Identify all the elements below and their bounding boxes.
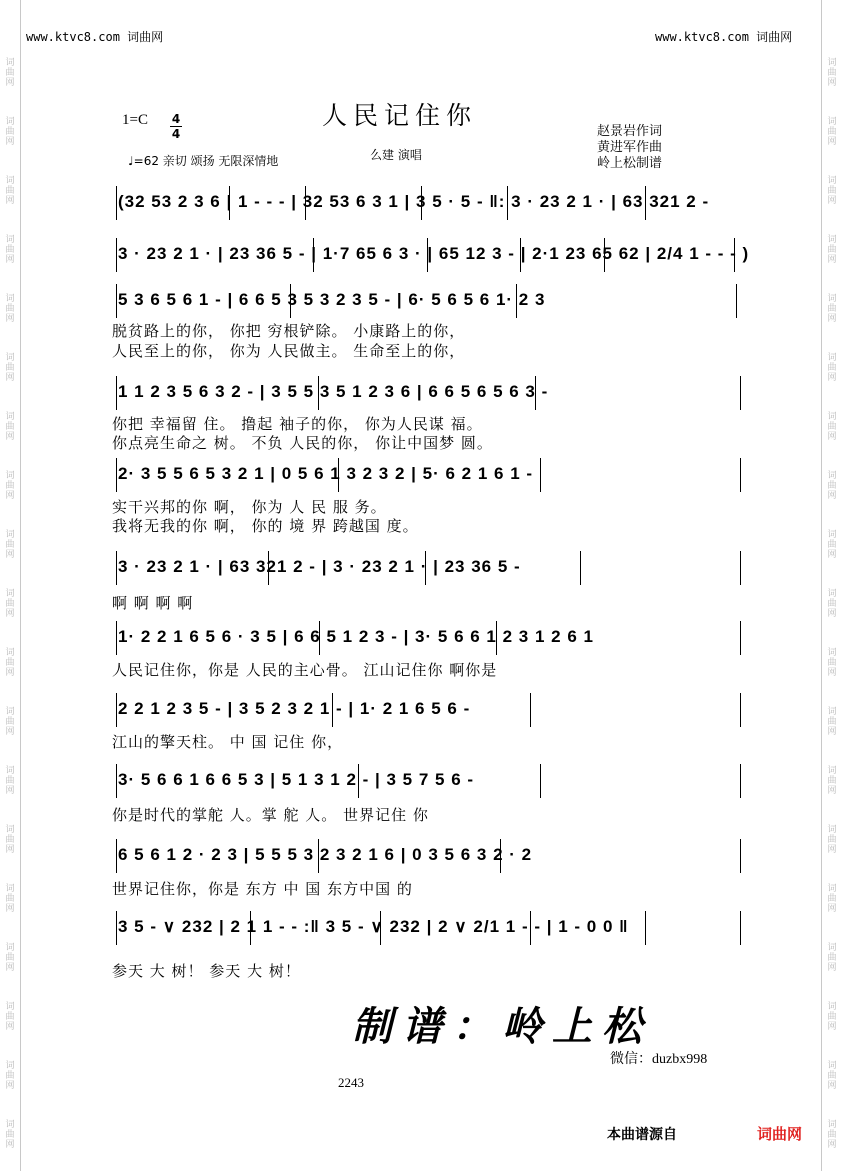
score-notes-line: 2· 3 5 5 6 5 3 2 1 | 0 5 6 1 3 2 3 2 | 5· 6 2 1 6 1 - bbox=[118, 464, 534, 483]
side-watermark: 词 曲 网 bbox=[5, 530, 15, 560]
site-header-left[interactable]: www.ktvc8.com 词曲网 bbox=[26, 30, 164, 44]
site-header-right[interactable]: www.ktvc8.com 词曲网 bbox=[655, 30, 793, 44]
side-watermark: 词 曲 网 bbox=[5, 589, 15, 619]
side-watermark: 词 曲 网 bbox=[5, 1002, 15, 1032]
lyric-line: 世界记住你，你是 东方 中 国 东方中国 的 bbox=[112, 880, 413, 898]
side-watermark: 词 曲 网 bbox=[827, 1061, 837, 1091]
bar-line bbox=[645, 911, 646, 945]
arranger-credit: 岭上松制谱 bbox=[597, 156, 663, 171]
key-signature: 1=C bbox=[122, 112, 148, 128]
side-watermark: 词 曲 网 bbox=[827, 648, 837, 678]
bar-line bbox=[229, 186, 230, 220]
side-watermark: 词 曲 网 bbox=[5, 825, 15, 855]
score-notes-line: 5 3 6 5 6 1 - | 6 6 5 3 5 3 2 3 5 - | 6· 5 6 5 6 1· 2 3 bbox=[118, 290, 546, 309]
bar-line bbox=[116, 186, 117, 220]
side-watermark: 词 曲 网 bbox=[5, 58, 15, 88]
side-watermark: 词 曲 网 bbox=[5, 294, 15, 324]
side-watermark: 词 曲 网 bbox=[827, 1002, 837, 1032]
lyric-line: 脱贫路上的你， 你把 穷根铲除。 小康路上的你， bbox=[112, 322, 466, 340]
side-watermark: 词 曲 网 bbox=[827, 176, 837, 206]
bar-line bbox=[530, 911, 531, 945]
right-margin-strip bbox=[821, 0, 842, 1171]
bar-line bbox=[740, 693, 741, 727]
side-watermark: 词 曲 网 bbox=[827, 58, 837, 88]
bar-line bbox=[740, 376, 741, 410]
side-watermark: 词 曲 网 bbox=[5, 766, 15, 796]
bar-line bbox=[507, 186, 508, 220]
bar-line bbox=[116, 764, 117, 798]
bar-line bbox=[540, 764, 541, 798]
bar-line bbox=[740, 764, 741, 798]
bar-line bbox=[116, 284, 117, 318]
bar-line bbox=[250, 911, 251, 945]
lyric-line: 我将无我的你 啊， 你的 境 界 跨越国 度。 bbox=[112, 517, 419, 535]
time-signature bbox=[170, 113, 182, 140]
bar-line bbox=[116, 693, 117, 727]
bar-line bbox=[645, 186, 646, 220]
bar-line bbox=[740, 839, 741, 873]
signature-handwriting: 制谱：岭上松 bbox=[352, 1003, 652, 1050]
bar-line bbox=[116, 911, 117, 945]
bar-line bbox=[740, 551, 741, 585]
composer-credit: 黄进军作曲 bbox=[597, 140, 663, 155]
side-watermark: 词 曲 网 bbox=[827, 1120, 837, 1150]
bar-line bbox=[116, 551, 117, 585]
bar-line bbox=[318, 839, 319, 873]
bar-line bbox=[496, 621, 497, 655]
score-notes-line: 3· 5 6 6 1 6 6 5 3 | 5 1 3 1 2 - | 3 5 7 5 6 - bbox=[118, 770, 475, 789]
side-watermark: 词 曲 网 bbox=[5, 648, 15, 678]
side-watermark: 词 曲 网 bbox=[5, 176, 15, 206]
time-signature-top: 4 bbox=[171, 112, 181, 126]
side-watermark: 词 曲 网 bbox=[827, 412, 837, 442]
side-watermark: 词 曲 网 bbox=[5, 943, 15, 973]
bar-line bbox=[421, 186, 422, 220]
lyric-line: 人民记住你，你是 人民的主心骨。 江山记住你 啊你是 bbox=[112, 661, 498, 679]
bar-line bbox=[116, 621, 117, 655]
side-watermark: 词 曲 网 bbox=[827, 353, 837, 383]
bar-line bbox=[427, 238, 428, 272]
bar-line bbox=[268, 551, 269, 585]
bar-line bbox=[734, 238, 735, 272]
side-watermark: 词 曲 网 bbox=[5, 117, 15, 147]
tempo-marking: ♩=62 亲切 颂扬 无限深情地 bbox=[128, 154, 279, 168]
side-watermark: 词 曲 网 bbox=[5, 471, 15, 501]
side-watermark: 词 曲 网 bbox=[827, 235, 837, 265]
score-notes-line: 2 2 1 2 3 5 - | 3 5 2 3 2 1 - | 1· 2 1 6 5 6 - bbox=[118, 699, 471, 718]
side-watermark: 词 曲 网 bbox=[827, 825, 837, 855]
bar-line bbox=[740, 458, 741, 492]
side-watermark: 词 曲 网 bbox=[5, 235, 15, 265]
bar-line bbox=[530, 693, 531, 727]
bar-line bbox=[116, 376, 117, 410]
page-number: 2243 bbox=[338, 1075, 364, 1090]
bar-line bbox=[338, 458, 339, 492]
bar-line bbox=[540, 458, 541, 492]
side-watermark: 词 曲 网 bbox=[5, 707, 15, 737]
bar-line bbox=[116, 458, 117, 492]
source-label: 本曲谱源自 bbox=[607, 1127, 677, 1143]
side-watermark: 词 曲 网 bbox=[827, 117, 837, 147]
side-watermark: 词 曲 网 bbox=[827, 294, 837, 324]
bar-line bbox=[358, 764, 359, 798]
side-watermark: 词 曲 网 bbox=[5, 1061, 15, 1091]
lyric-line: 江山的擎天柱。 中 国 记住 你， bbox=[112, 733, 344, 751]
bar-line bbox=[535, 376, 536, 410]
score-notes-line: 3 · 23 2 1 · | 23 36 5 - | 1·7 65 6 3 · | 65 12 3 - | 2·1 23 65 62 | 2/4 1 - - - ) bbox=[118, 244, 750, 263]
score-notes-line: 1· 2 2 1 6 5 6 · 3 5 | 6 6 5 1 2 3 - | 3· 5 6 6 1 2 3 1 2 6 1 bbox=[118, 627, 594, 646]
lyric-line: 人民至上的你， 你为 人民做主。 生命至上的你， bbox=[112, 342, 466, 360]
side-watermark: 词 曲 网 bbox=[827, 943, 837, 973]
side-watermark: 词 曲 网 bbox=[5, 353, 15, 383]
score-notes-line: (32 53 2 3 6 | 1 - - - | 32 53 6 3 1 | 3 5 · 5 - ‖: 3 · 23 2 1 · | 63 321 2 - bbox=[118, 192, 710, 211]
lyric-line: 你点亮生命之 树。 不负 人民的你， 你让中国梦 圆。 bbox=[112, 434, 493, 452]
bar-line bbox=[332, 693, 333, 727]
singer-credit: 么建 演唱 bbox=[370, 148, 422, 162]
bar-line bbox=[740, 911, 741, 945]
bar-line bbox=[305, 186, 306, 220]
bar-line bbox=[604, 238, 605, 272]
bar-line bbox=[380, 911, 381, 945]
bar-line bbox=[520, 238, 521, 272]
wechat-contact: 微信：duzbx998 bbox=[610, 1052, 708, 1067]
lyricist-credit: 赵景岩作词 bbox=[597, 124, 663, 139]
side-watermark: 词 曲 网 bbox=[5, 1120, 15, 1150]
score-notes-line: 6 5 6 1 2 · 2 3 | 5 5 5 3 2 3 2 1 6 | 0 3 5 6 3 2 · 2 bbox=[118, 845, 533, 864]
side-watermark: 词 曲 网 bbox=[827, 766, 837, 796]
bar-line bbox=[740, 621, 741, 655]
side-watermark: 词 曲 网 bbox=[5, 884, 15, 914]
bar-line bbox=[500, 839, 501, 873]
side-watermark: 词 曲 网 bbox=[5, 412, 15, 442]
side-watermark: 词 曲 网 bbox=[827, 471, 837, 501]
left-margin-strip bbox=[0, 0, 21, 1171]
lyric-line: 啊 啊 啊 啊 bbox=[112, 594, 194, 612]
bar-line bbox=[516, 284, 517, 318]
side-watermark: 词 曲 网 bbox=[827, 530, 837, 560]
lyric-line: 实干兴邦的你 啊， 你为 人 民 服 务。 bbox=[112, 498, 387, 516]
score-notes-line: 3 5 - ∨ 232 | 2 1 1 - - :‖ 3 5 - ∨ 232 | 2 ∨ 2/1 1 - - | 1 - 0 0 ‖ bbox=[118, 917, 629, 936]
side-watermark: 词 曲 网 bbox=[827, 589, 837, 619]
score-notes-line: 3 · 23 2 1 · | 63 321 2 - | 3 · 23 2 1 · | 23 36 5 - bbox=[118, 557, 521, 576]
bar-line bbox=[318, 376, 319, 410]
bar-line bbox=[290, 284, 291, 318]
bar-line bbox=[313, 238, 314, 272]
bar-line bbox=[319, 621, 320, 655]
lyric-line: 参天 大 树！ 参天 大 树！ bbox=[112, 962, 301, 980]
lyric-line: 你是时代的掌舵 人。掌 舵 人。 世界记住 你 bbox=[112, 806, 429, 824]
bar-line bbox=[116, 839, 117, 873]
bar-line bbox=[580, 551, 581, 585]
side-watermark: 词 曲 网 bbox=[827, 707, 837, 737]
song-title: 人民记住你 bbox=[322, 101, 478, 130]
bar-line bbox=[736, 284, 737, 318]
side-watermark: 词 曲 网 bbox=[827, 884, 837, 914]
lyric-line: 你把 幸福留 住。 撸起 袖子的你， 你为人民谋 福。 bbox=[112, 415, 483, 433]
brand-link[interactable]: 词曲网 bbox=[757, 1125, 803, 1143]
bar-line bbox=[116, 238, 117, 272]
time-signature-bottom: 4 bbox=[171, 127, 181, 141]
bar-line bbox=[425, 551, 426, 585]
score-notes-line: 1 1 2 3 5 6 3 2 - | 3 5 5 3 5 1 2 3 6 | 6 6 5 6 5 6 3 - bbox=[118, 382, 549, 401]
